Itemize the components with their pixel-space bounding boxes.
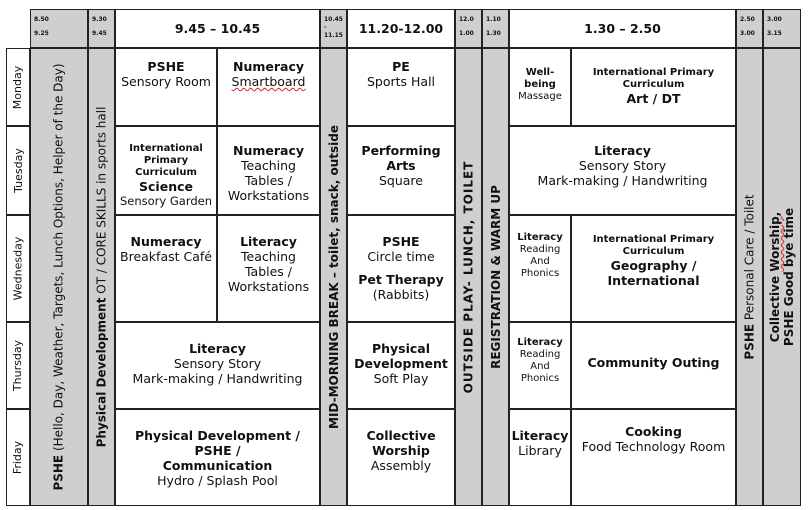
time-range: 1.30 – 2.50 xyxy=(584,21,661,36)
time-end: 11.15 xyxy=(324,32,343,39)
time-start: 3.00 xyxy=(767,16,782,23)
time-end: 1.30 xyxy=(486,30,501,37)
outside-play-column xyxy=(455,48,482,506)
thursday-literacy-cell: Literacy Sensory Story Mark-making / Handwriting xyxy=(115,322,320,409)
registration-column xyxy=(482,48,509,506)
time-end: 3.00 xyxy=(740,30,755,37)
day-label-thursday: Thursday xyxy=(6,322,30,409)
friday-cooking-cell: Cooking Food Technology Room xyxy=(571,409,736,506)
day-label-friday: Friday xyxy=(6,409,30,506)
friday-library-cell: Literacy Library xyxy=(509,409,571,506)
time-header-6 xyxy=(455,9,482,48)
thursday-physical-cell: Physical Development Soft Play xyxy=(347,322,455,409)
time-header-3 xyxy=(115,9,320,48)
monday-wellbeing-cell: Well-being Massage xyxy=(509,48,571,126)
time-end: 1.00 xyxy=(459,30,474,37)
monday-pe-cell: PE Sports Hall xyxy=(347,48,455,126)
tuesday-numeracy-cell: Numeracy Teaching Tables / Workstations xyxy=(217,126,320,215)
friday-hydro-cell: Physical Development / PSHE / Communication Hydro / Splash Pool xyxy=(115,409,320,506)
outside-play-label: OUTSIDE PLAY- LUNCH, TOILET xyxy=(461,160,476,394)
friday-worship-cell: Collective Worship Assembly xyxy=(347,409,455,506)
time-range: 11.20-12.00 xyxy=(358,21,444,36)
day-label-wednesday: Wednesday xyxy=(6,215,30,322)
time-start: 10.45 xyxy=(324,16,343,23)
time-dash: - xyxy=(324,24,327,31)
worship-line: Collective Worship, xyxy=(768,211,782,343)
time-header-8 xyxy=(509,9,736,48)
personal-detail: Personal Care / Toilet xyxy=(742,194,757,324)
day-label-tuesday: Tuesday xyxy=(6,126,30,215)
tuesday-science-cell: International Primary Curriculum Science Sensory Garden xyxy=(115,126,217,215)
time-start: 8.50 xyxy=(34,16,49,23)
physical-label: Physical Development xyxy=(94,297,109,448)
time-start: 12.0 xyxy=(459,16,474,23)
time-header-10 xyxy=(763,9,801,48)
wednesday-numeracy-cell: Numeracy Breakfast Café xyxy=(115,215,217,322)
thursday-community-cell: Community Outing xyxy=(571,322,736,409)
goodbye-line: PSHE Good bye time xyxy=(782,207,796,347)
monday-curriculum-cell: International Primary Curriculum Art / DT xyxy=(571,48,736,126)
wednesday-reading-cell: Literacy Reading And Phonics xyxy=(509,215,571,322)
registration-label: REGISTRATION & WARM UP xyxy=(488,185,503,369)
monday-numeracy-cell: Numeracy Smartboard xyxy=(217,48,320,126)
day-label-monday: Monday xyxy=(6,48,30,126)
wednesday-pshe-cell: PSHE Circle time Pet Therapy (Rabbits) xyxy=(347,215,455,322)
pshe-detail: (Hello, Day, Weather, Targets, Lunch Options, Helper of the Day) xyxy=(52,63,67,455)
wednesday-literacy-cell: Literacy Teaching Tables / Workstations xyxy=(217,215,320,322)
time-header-9 xyxy=(736,9,763,48)
time-header-7 xyxy=(482,9,509,48)
time-header-1 xyxy=(30,9,88,48)
pshe-label: PSHE xyxy=(52,454,67,491)
time-start: 2.50 xyxy=(740,16,755,23)
break-label: MID-MORNING BREAK – toilet, snack, outside xyxy=(326,125,341,429)
time-range: 9.45 – 10.45 xyxy=(174,21,261,36)
time-header-5 xyxy=(347,9,455,48)
worship-goodbye-column xyxy=(763,48,801,506)
physical-detail: OT / CORE SKILLS in sports hall xyxy=(94,106,109,298)
time-header-4 xyxy=(320,9,347,48)
wednesday-geography-cell: International Primary Curriculum Geography / International xyxy=(571,215,736,322)
mid-morning-break-column xyxy=(320,48,347,506)
pshe-morning-column xyxy=(30,48,88,506)
time-start: 9.30 xyxy=(92,16,107,23)
tuesday-literacy-cell: Literacy Sensory Story Mark-making / Handwriting xyxy=(509,126,736,215)
time-end: 3.15 xyxy=(767,30,782,37)
time-end: 9.45 xyxy=(92,30,107,37)
time-end: 9.25 xyxy=(34,30,49,37)
personal-care-column xyxy=(736,48,763,506)
monday-pshe-cell: PSHE Sensory Room xyxy=(115,48,217,126)
time-header-2 xyxy=(88,9,115,48)
tuesday-performing-arts-cell: Performing Arts Square xyxy=(347,126,455,215)
physical-development-column xyxy=(88,48,115,506)
thursday-reading-cell: Literacy Reading And Phonics xyxy=(509,322,571,409)
time-start: 1.10 xyxy=(486,16,501,23)
personal-label: PSHE xyxy=(742,323,757,360)
